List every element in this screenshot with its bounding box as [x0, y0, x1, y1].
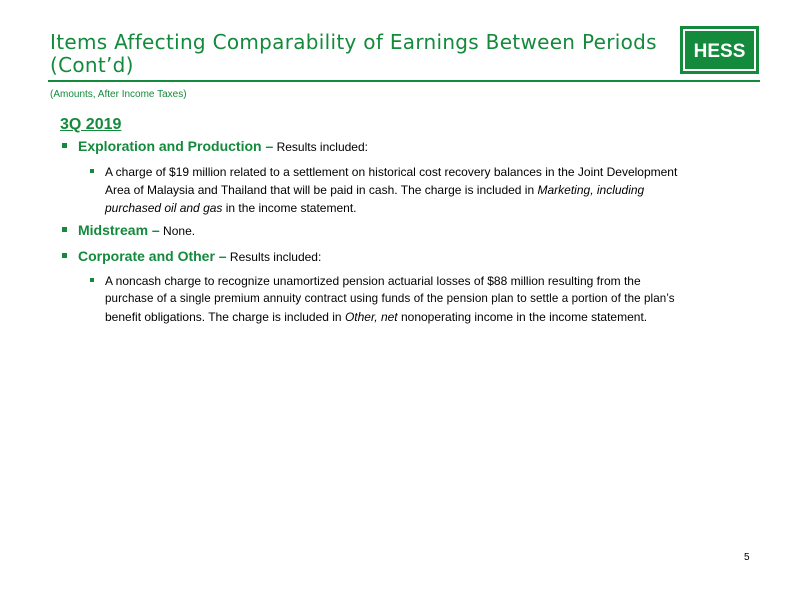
- item-summary: Results included:: [273, 140, 368, 154]
- hess-logo-text: HESS: [693, 41, 746, 62]
- detail-exploration-production: [90, 163, 730, 217]
- item-corporate-other: [62, 248, 321, 266]
- sub-bullet-square-icon: [90, 278, 94, 282]
- title-divider: [48, 80, 760, 82]
- hess-logo-graphic: [680, 26, 759, 74]
- sub-bullet-square-icon: [90, 169, 94, 173]
- detail-line: benefit obligations. The charge is included in: [105, 310, 345, 324]
- detail-line: A charge of $19 million related to a settlement on historical cost recovery balances in the Joint Development: [105, 165, 678, 179]
- item-heading: Midstream: [78, 222, 149, 238]
- item-midstream: [62, 222, 195, 240]
- hess-logo: [680, 26, 759, 74]
- detail-italic: purchased oil and gas: [105, 201, 223, 215]
- detail-line: purchase of a single premium annuity contract using funds of the pension plan to settle a portion of the plan’s: [105, 292, 675, 305]
- period-heading: 3Q 2019: [60, 116, 122, 133]
- detail-italic: Marketing, including: [537, 183, 645, 197]
- subtitle: (Amounts, After Income Taxes): [50, 89, 187, 100]
- slide-title: [50, 31, 680, 77]
- slide-title-line-2: (Cont’d): [50, 53, 134, 77]
- bullet-square-icon: [62, 253, 67, 258]
- item-heading: Corporate and Other: [78, 248, 215, 264]
- item-summary: None.: [159, 224, 196, 238]
- item-dash: –: [214, 248, 227, 264]
- detail-corporate-other: [90, 272, 730, 326]
- detail-line: nonoperating income in the income statement.: [397, 310, 648, 324]
- detail-line: Area of Malaysia and Thailand that will be paid in cash. The charge is included in: [105, 183, 535, 197]
- item-summary: Results included:: [226, 250, 322, 264]
- detail-italic: Other, net: [344, 310, 398, 324]
- bullet-square-icon: [62, 143, 67, 148]
- bullet-square-icon: [62, 227, 67, 232]
- item-dash: –: [148, 222, 160, 238]
- item-heading: Exploration and Production: [78, 138, 262, 154]
- item-exploration-production: [62, 138, 368, 156]
- page-number: 5: [744, 552, 750, 563]
- slide-title-line-1: Items Affecting Comparability of Earnings Between Periods: [50, 30, 657, 54]
- item-dash: –: [261, 138, 274, 154]
- detail-line: A noncash charge to recognize unamortized pension actuarial losses of $88 million resulting from the: [105, 274, 641, 288]
- detail-line: in the income statement.: [222, 201, 357, 215]
